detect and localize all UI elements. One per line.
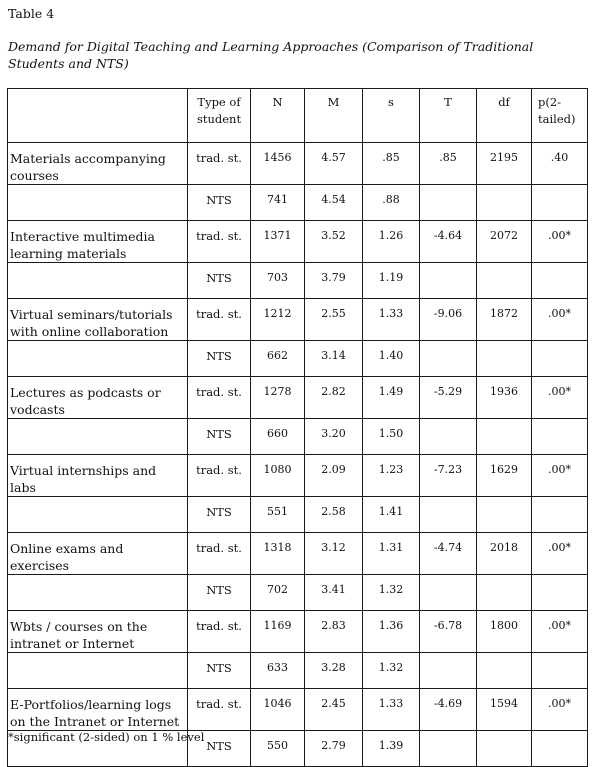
cell-df: 1800 [477, 611, 532, 653]
cell-p [532, 653, 588, 689]
cell-s: 1.33 [363, 689, 420, 731]
header-m: M [305, 89, 363, 143]
cell-t: -6.78 [420, 611, 477, 653]
row-label: E-Portfolios/learning logs on the Intranet or Internet [8, 689, 188, 731]
cell-s: 1.50 [363, 419, 420, 455]
cell-t [420, 653, 477, 689]
cell-s: 1.40 [363, 341, 420, 377]
results-table [7, 88, 588, 767]
cell-m: 3.41 [305, 575, 363, 611]
row-label-blank [8, 653, 188, 689]
cell-type: trad. st. [188, 377, 251, 419]
cell-m: 2.83 [305, 611, 363, 653]
header-s: s [363, 89, 420, 143]
cell-s: 1.26 [363, 221, 420, 263]
cell-n: 1456 [251, 143, 305, 185]
cell-m: 2.55 [305, 299, 363, 341]
row-label-blank [8, 419, 188, 455]
cell-n: 1046 [251, 689, 305, 731]
header-type: Type of student [188, 89, 251, 143]
cell-n: 703 [251, 263, 305, 299]
cell-type: trad. st. [188, 611, 251, 653]
table-row-trad [8, 143, 588, 185]
cell-type: trad. st. [188, 689, 251, 731]
cell-p [532, 263, 588, 299]
header-p: p(2-tailed) [532, 89, 588, 143]
cell-m: 3.52 [305, 221, 363, 263]
cell-p [532, 341, 588, 377]
cell-n: 660 [251, 419, 305, 455]
cell-p: .00* [532, 611, 588, 653]
row-label-blank [8, 185, 188, 221]
cell-type: NTS [188, 263, 251, 299]
table-row-nts [8, 653, 588, 689]
cell-t: -7.23 [420, 455, 477, 497]
cell-type: trad. st. [188, 533, 251, 575]
cell-df: 1629 [477, 455, 532, 497]
cell-n: 550 [251, 731, 305, 767]
cell-type: NTS [188, 731, 251, 767]
cell-df [477, 341, 532, 377]
cell-p: .00* [532, 221, 588, 263]
cell-df [477, 419, 532, 455]
header-n: N [251, 89, 305, 143]
table-row-nts [8, 341, 588, 377]
cell-t [420, 575, 477, 611]
cell-type: NTS [188, 653, 251, 689]
cell-type: NTS [188, 497, 251, 533]
cell-p [532, 575, 588, 611]
cell-p: .00* [532, 455, 588, 497]
cell-t: -9.06 [420, 299, 477, 341]
cell-m: 3.79 [305, 263, 363, 299]
cell-s: 1.31 [363, 533, 420, 575]
table-row-trad [8, 377, 588, 419]
cell-type: trad. st. [188, 143, 251, 185]
cell-s: 1.19 [363, 263, 420, 299]
cell-n: 1212 [251, 299, 305, 341]
table-row-trad [8, 221, 588, 263]
cell-m: 2.58 [305, 497, 363, 533]
cell-t [420, 497, 477, 533]
cell-p [532, 497, 588, 533]
table-row-nts [8, 419, 588, 455]
cell-s: 1.41 [363, 497, 420, 533]
cell-t: -4.69 [420, 689, 477, 731]
cell-s: 1.23 [363, 455, 420, 497]
cell-s: 1.36 [363, 611, 420, 653]
cell-df: 1936 [477, 377, 532, 419]
cell-df: 1872 [477, 299, 532, 341]
cell-m: 2.82 [305, 377, 363, 419]
cell-s: 1.33 [363, 299, 420, 341]
cell-df [477, 497, 532, 533]
cell-t: -5.29 [420, 377, 477, 419]
cell-t: -4.64 [420, 221, 477, 263]
header-row [8, 89, 588, 143]
cell-s: .85 [363, 143, 420, 185]
cell-n: 702 [251, 575, 305, 611]
table-row-trad [8, 689, 588, 731]
cell-t [420, 731, 477, 767]
table-row-nts [8, 497, 588, 533]
cell-df [477, 263, 532, 299]
cell-s: .88 [363, 185, 420, 221]
cell-type: NTS [188, 341, 251, 377]
header-item [8, 89, 188, 143]
cell-type: NTS [188, 419, 251, 455]
cell-p [532, 185, 588, 221]
cell-n: 662 [251, 341, 305, 377]
cell-df [477, 575, 532, 611]
row-label: Lectures as podcasts or vodcasts [8, 377, 188, 419]
table-row-trad [8, 611, 588, 653]
row-label-blank [8, 497, 188, 533]
row-label-blank [8, 575, 188, 611]
table-row-nts [8, 575, 588, 611]
cell-t: .85 [420, 143, 477, 185]
table-row-trad [8, 455, 588, 497]
cell-df: 2072 [477, 221, 532, 263]
cell-p: .00* [532, 377, 588, 419]
cell-df [477, 731, 532, 767]
cell-n: 1080 [251, 455, 305, 497]
table-row-nts [8, 263, 588, 299]
table-row-trad [8, 299, 588, 341]
cell-p: .00* [532, 689, 588, 731]
cell-t [420, 185, 477, 221]
cell-t [420, 419, 477, 455]
cell-df [477, 653, 532, 689]
cell-type: trad. st. [188, 455, 251, 497]
cell-type: trad. st. [188, 299, 251, 341]
header-t: T [420, 89, 477, 143]
cell-n: 633 [251, 653, 305, 689]
cell-n: 741 [251, 185, 305, 221]
cell-type: NTS [188, 575, 251, 611]
row-label: Interactive multimedia learning materials [8, 221, 188, 263]
cell-df: 2018 [477, 533, 532, 575]
table-label: Table 4 [8, 6, 55, 21]
table-row-nts [8, 185, 588, 221]
cell-s: 1.32 [363, 653, 420, 689]
table-caption: Demand for Digital Teaching and Learning Approaches (Comparison of Traditional Students and NTS) [8, 39, 534, 71]
cell-s: 1.32 [363, 575, 420, 611]
cell-m: 2.45 [305, 689, 363, 731]
cell-n: 1318 [251, 533, 305, 575]
table-row-trad [8, 533, 588, 575]
cell-n: 1371 [251, 221, 305, 263]
row-label: Virtual internships and labs [8, 455, 188, 497]
cell-p [532, 731, 588, 767]
cell-n: 1169 [251, 611, 305, 653]
footnote: *significant (2-sided) on 1 % level [8, 730, 205, 744]
cell-s: 1.49 [363, 377, 420, 419]
cell-m: 3.20 [305, 419, 363, 455]
cell-m: 2.09 [305, 455, 363, 497]
cell-df: 2195 [477, 143, 532, 185]
cell-t: -4.74 [420, 533, 477, 575]
cell-m: 4.54 [305, 185, 363, 221]
cell-df: 1594 [477, 689, 532, 731]
cell-m: 3.28 [305, 653, 363, 689]
cell-type: trad. st. [188, 221, 251, 263]
row-label: Materials accompanying courses [8, 143, 188, 185]
row-label: Wbts / courses on the intranet or Internet [8, 611, 188, 653]
cell-p [532, 419, 588, 455]
cell-p: .40 [532, 143, 588, 185]
cell-type: NTS [188, 185, 251, 221]
cell-m: 4.57 [305, 143, 363, 185]
row-label: Virtual seminars/tutorials with online collaboration [8, 299, 188, 341]
cell-m: 2.79 [305, 731, 363, 767]
cell-p: .00* [532, 299, 588, 341]
cell-t [420, 263, 477, 299]
header-df: df [477, 89, 532, 143]
cell-p: .00* [532, 533, 588, 575]
row-label-blank [8, 263, 188, 299]
row-label: Online exams and exercises [8, 533, 188, 575]
cell-s: 1.39 [363, 731, 420, 767]
cell-n: 551 [251, 497, 305, 533]
cell-m: 3.14 [305, 341, 363, 377]
cell-m: 3.12 [305, 533, 363, 575]
cell-t [420, 341, 477, 377]
row-label-blank [8, 341, 188, 377]
cell-n: 1278 [251, 377, 305, 419]
cell-df [477, 185, 532, 221]
